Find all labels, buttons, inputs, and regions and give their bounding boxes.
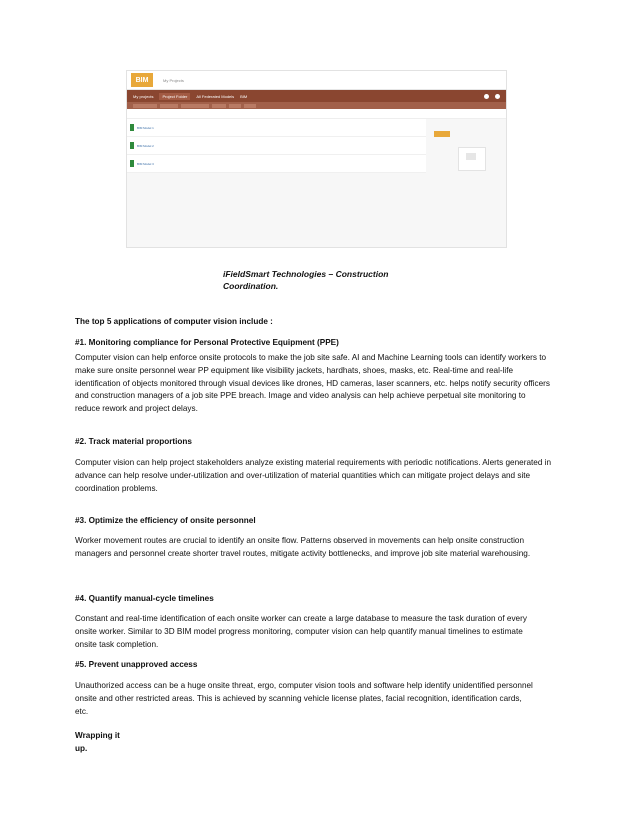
screenshot-tab — [133, 104, 157, 108]
embedded-screenshot — [126, 70, 507, 248]
screenshot-tab — [244, 104, 256, 108]
body-line: onsite and other restricted areas. This is achieved by scanning vehicle license plates, facial recognition, identification cards, — [75, 693, 522, 703]
screenshot-tab — [160, 104, 178, 108]
model-icon — [130, 124, 134, 131]
section-body — [75, 457, 565, 495]
body-line: etc. — [75, 706, 89, 716]
caption-line: iFieldSmart Technologies – Construction — [223, 269, 389, 279]
intro-heading: The top 5 applications of computer vision include : — [75, 317, 273, 326]
section-heading: #4. Quantify manual-cycle timelines — [75, 594, 214, 603]
section-heading: #2. Track material proportions — [75, 437, 192, 446]
body-line: identification of objects monitored through visual devices like drones, HD cameras, laser scanners, etc. helps notify security officers — [75, 378, 550, 388]
body-line: make sure onsite personnel wear PP equipment like visibility jackets, hardhats, shoes, masks, etc. Real-time and real-life — [75, 365, 514, 375]
side-button — [434, 131, 450, 137]
folder-icon — [466, 153, 476, 160]
info-icon — [484, 94, 489, 99]
breadcrumb-item: My projects — [133, 93, 154, 99]
screenshot-table-header — [127, 109, 506, 119]
screenshot-side-panel — [426, 119, 506, 173]
screenshot-tab — [229, 104, 241, 108]
wrapping-line: Wrapping it — [75, 731, 120, 740]
figure-caption — [223, 268, 393, 292]
screenshot-tabbar — [127, 102, 506, 109]
section-body — [75, 352, 565, 416]
body-line: onsite worker. Similar to 3D BIM model progress monitoring, computer vision can help quantify manual timelines to estimate — [75, 626, 523, 636]
body-line: Computer vision can help enforce onsite protocols to make the job site safe. AI and Machine Learning tools can identify workers to — [75, 353, 547, 362]
body-line: Computer vision can help project stakeholders analyze existing material requirements with periodic notifications. Alerts generated in — [75, 458, 552, 467]
body-line: managers and personnel create shorter travel routes, mitigate activity bottlenecks, and improve job site material warehousing. — [75, 548, 531, 558]
body-line: and construction managers of a job site PPE breach. Image and video analysis can help achieve perpetual site monitoring to — [75, 391, 526, 401]
breadcrumb-item: BIM — [240, 93, 248, 99]
breadcrumb-item: Project Folder — [159, 93, 190, 100]
list-item — [127, 119, 426, 137]
model-name: BIM Model 1 — [137, 125, 154, 130]
model-name: BIM Model 3 — [137, 161, 154, 166]
section-body — [75, 535, 565, 561]
screenshot-navbar — [127, 90, 506, 102]
add-icon — [495, 94, 500, 99]
body-line: Unauthorized access can be a huge onsite threat, ergo, computer vision tools and software help identify unidentified personnel — [75, 681, 533, 690]
screenshot-topbar — [127, 71, 506, 90]
bim-logo: BIM — [131, 73, 153, 87]
wrapping-line: up. — [75, 743, 88, 753]
section-body — [75, 613, 565, 651]
body-line: Constant and real-time identification of each onsite worker can create a large database to measure the task duration of every — [75, 614, 527, 623]
list-item — [127, 137, 426, 155]
breadcrumb-item: All Federated Models — [196, 93, 235, 99]
caption-line: Coordination. — [223, 281, 279, 291]
model-icon — [130, 160, 134, 167]
body-line: advance can help resolve under-utilization and over-utilization of material quantities which can mitigate project delays and site — [75, 470, 531, 480]
body-line: reduce rework and project delays. — [75, 404, 198, 414]
screenshot-app-title: My Projects — [163, 77, 184, 83]
model-icon — [130, 142, 134, 149]
list-item — [127, 155, 426, 173]
screenshot-tab — [181, 104, 209, 108]
section-heading: #5. Prevent unapproved access — [75, 660, 198, 669]
section-body — [75, 680, 565, 718]
body-line: Worker movement routes are crucial to identify an onsite flow. Patterns observed in movements can help onsite construction — [75, 536, 525, 545]
wrapping-heading — [75, 730, 120, 756]
screenshot-model-list — [127, 119, 426, 173]
section-heading: #3. Optimize the efficiency of onsite personnel — [75, 516, 256, 525]
section-heading: #1. Monitoring compliance for Personal Protective Equipment (PPE) — [75, 338, 339, 347]
body-line: coordination problems. — [75, 483, 158, 493]
model-name: BIM Model 2 — [137, 143, 154, 148]
screenshot-tab — [212, 104, 226, 108]
body-line: onsite task completion. — [75, 639, 159, 649]
